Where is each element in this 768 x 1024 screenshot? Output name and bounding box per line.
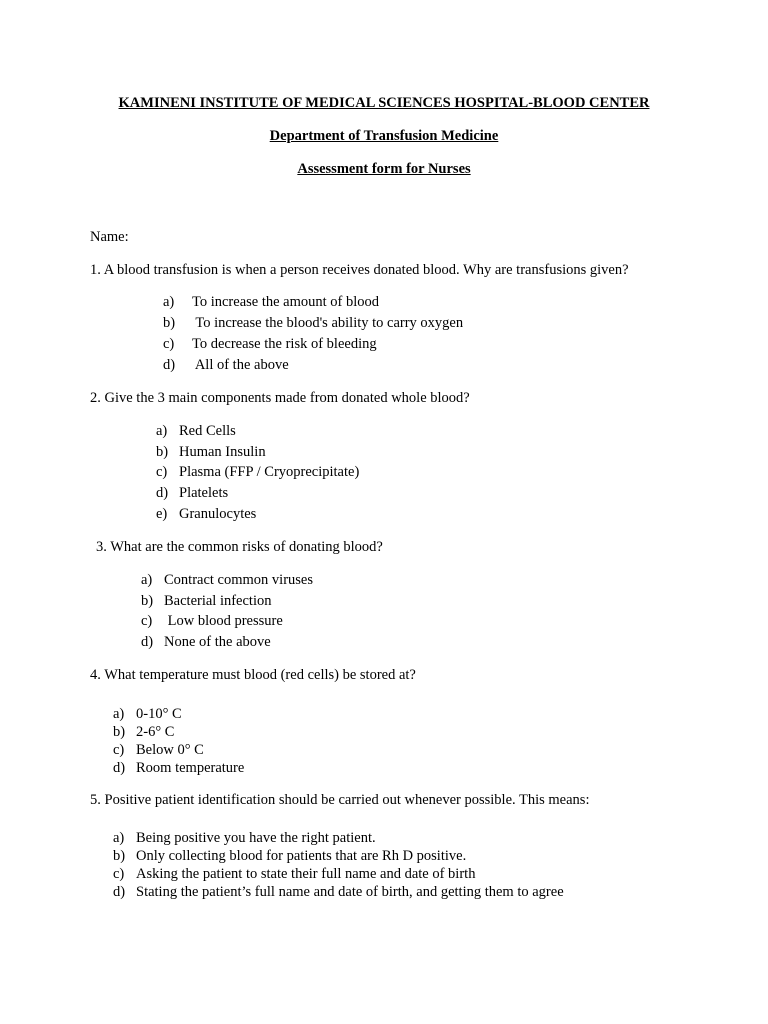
q2-option-e xyxy=(156,505,256,523)
option-text: None of the above xyxy=(164,634,271,650)
q1-option-c xyxy=(163,335,377,353)
q3-option-d xyxy=(141,633,271,651)
q3-option-a xyxy=(141,571,313,589)
name-label: Name: xyxy=(90,229,129,245)
option-label: d) xyxy=(141,634,154,650)
option-text: Asking the patient to state their full name and date of birth xyxy=(136,866,476,882)
option-text: Plasma (FFP / Cryoprecipitate) xyxy=(179,464,360,480)
q4-option-d xyxy=(113,759,244,777)
department-heading: Department of Transfusion Medicine xyxy=(269,128,499,144)
option-label: b) xyxy=(163,315,176,331)
option-text: Red Cells xyxy=(179,423,236,439)
option-text: Bacterial infection xyxy=(164,593,272,609)
question-5: 5. Positive patient identification should be carried out whenever possible. This means: xyxy=(90,792,590,808)
option-text: All of the above xyxy=(192,357,289,373)
q5-option-a xyxy=(113,829,376,847)
question-1: 1. A blood transfusion is when a person receives donated blood. Why are transfusions given? xyxy=(90,262,629,278)
question-3: 3. What are the common risks of donating blood? xyxy=(96,539,383,555)
option-label: b) xyxy=(141,593,154,609)
q5-option-b xyxy=(113,847,466,865)
form-title: Assessment form for Nurses xyxy=(297,161,471,177)
question-2: 2. Give the 3 main components made from donated whole blood? xyxy=(90,390,470,406)
option-text: 0-10° C xyxy=(136,706,182,722)
q2-option-b xyxy=(156,443,266,461)
option-label: a) xyxy=(113,706,125,722)
option-label: c) xyxy=(141,613,153,629)
option-text: 2-6° C xyxy=(136,724,175,740)
q2-option-d xyxy=(156,484,228,502)
option-label: d) xyxy=(163,357,176,373)
q2-option-c xyxy=(156,463,359,481)
option-label: b) xyxy=(113,724,126,740)
q4-option-a xyxy=(113,705,182,723)
option-label: c) xyxy=(113,742,125,758)
option-text: To decrease the risk of bleeding xyxy=(192,336,377,352)
q3-option-b xyxy=(141,592,272,610)
q4-option-c xyxy=(113,741,204,759)
option-text: Being positive you have the right patient. xyxy=(136,830,376,846)
option-label: a) xyxy=(141,572,153,588)
q1-option-a xyxy=(163,293,379,311)
option-text: Only collecting blood for patients that are Rh D positive. xyxy=(136,848,467,864)
question-4: 4. What temperature must blood (red cells) be stored at? xyxy=(90,667,416,683)
q5-option-c xyxy=(113,865,475,883)
option-text: Human Insulin xyxy=(179,444,266,460)
q2-option-a xyxy=(156,422,236,440)
option-text: Below 0° C xyxy=(136,742,204,758)
option-label: b) xyxy=(113,848,126,864)
option-label: e) xyxy=(156,506,168,522)
q1-option-b xyxy=(163,314,463,332)
option-label: a) xyxy=(156,423,168,439)
option-label: c) xyxy=(113,866,125,882)
option-label: d) xyxy=(113,760,126,776)
option-text: Contract common viruses xyxy=(164,572,314,588)
option-label: c) xyxy=(156,464,168,480)
option-text: To increase the blood's ability to carry oxygen xyxy=(192,315,464,331)
option-label: d) xyxy=(156,485,169,501)
option-label: c) xyxy=(163,336,175,352)
option-label: d) xyxy=(113,884,126,900)
q5-option-d xyxy=(113,883,564,901)
q4-option-b xyxy=(113,723,174,741)
option-label: a) xyxy=(113,830,125,846)
q3-option-c xyxy=(141,612,283,630)
option-text: To increase the amount of blood xyxy=(192,294,380,310)
option-text: Low blood pressure xyxy=(164,613,283,629)
option-label: a) xyxy=(163,294,175,310)
option-text: Granulocytes xyxy=(179,506,257,522)
option-text: Platelets xyxy=(179,485,229,501)
option-label: b) xyxy=(156,444,169,460)
q1-option-d xyxy=(163,356,289,374)
institute-heading: KAMINENI INSTITUTE OF MEDICAL SCIENCES HOSPITAL-BLOOD CENTER xyxy=(118,95,650,111)
option-text: Room temperature xyxy=(136,760,245,776)
option-text: Stating the patient’s full name and date of birth, and getting them to agree xyxy=(136,884,564,900)
